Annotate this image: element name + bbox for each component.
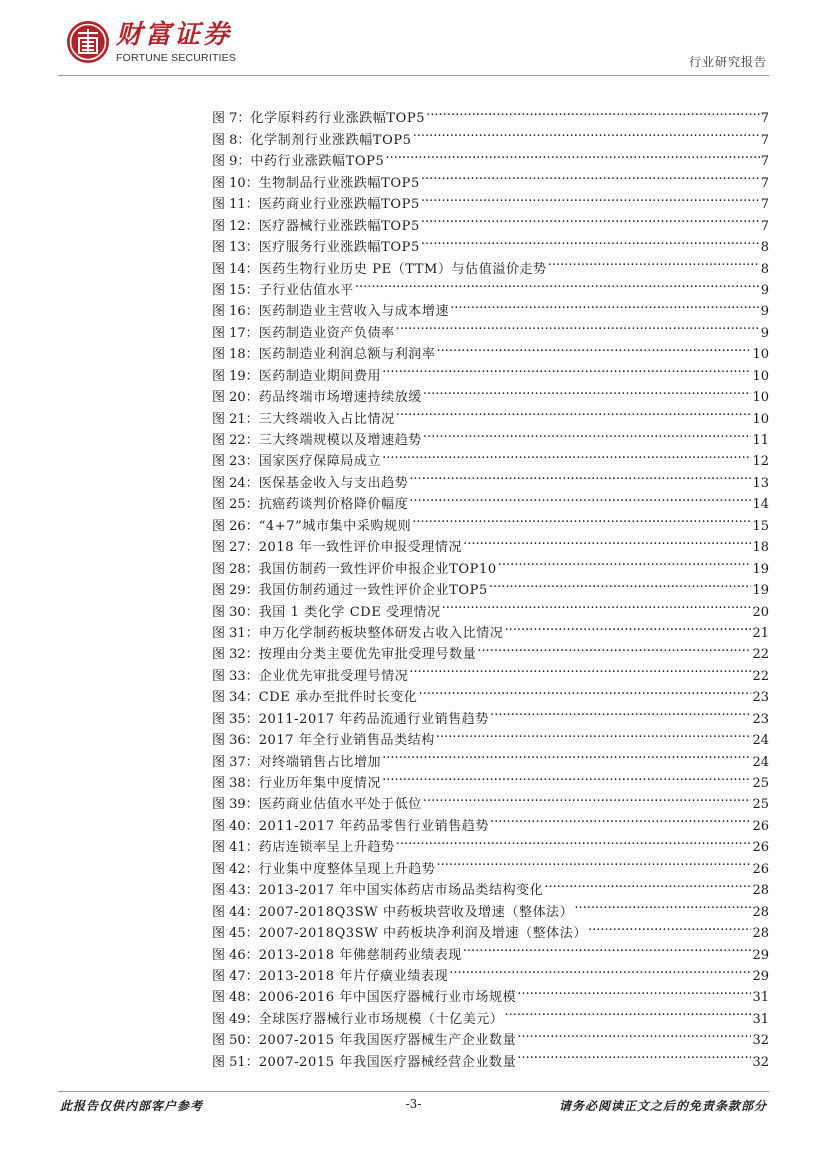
toc-figure-number: 图 47： xyxy=(212,968,259,984)
toc-figure-number: 图 9： xyxy=(212,154,251,170)
toc-figure-title: 2011-2017 年药品零售行业销售趋势 xyxy=(258,818,489,834)
toc-page-number: 8 xyxy=(760,240,769,256)
toc-figure-number: 图 19： xyxy=(212,368,259,384)
toc-dot-leader xyxy=(450,294,760,315)
toc-figure-title: 我国 1 类化学 CDE 受理情况 xyxy=(258,604,441,620)
toc-figure-title: 2007-2015 年我国医疗器械生产企业数量 xyxy=(258,1033,517,1049)
toc-dot-leader xyxy=(498,551,752,572)
toc-page-number: 15 xyxy=(752,518,769,534)
toc-figure-number: 图 16： xyxy=(212,304,259,320)
toc-figure-number: 图 48： xyxy=(212,990,259,1006)
toc-dot-leader xyxy=(412,508,751,529)
footer-disclaimer-left: 此报告仅供内部客户参考 xyxy=(60,1099,204,1113)
toc-figure-title: 行业集中度整体呈现上升趋势 xyxy=(258,861,436,877)
toc-dot-leader xyxy=(437,851,752,872)
toc-page-number: 10 xyxy=(752,390,769,406)
toc-dot-leader xyxy=(442,594,752,615)
toc-page-number: 26 xyxy=(752,818,769,834)
toc-page-number: 12 xyxy=(752,454,769,470)
toc-page-number: 7 xyxy=(760,197,769,213)
footer-divider xyxy=(58,1091,769,1092)
toc-figure-number: 图 40： xyxy=(212,818,259,834)
toc-figure-number: 图 32： xyxy=(212,647,259,663)
toc-figure-number: 图 50： xyxy=(212,1033,259,1049)
toc-page-number: 24 xyxy=(752,733,769,749)
toc-figure-number: 图 43： xyxy=(212,883,259,899)
toc-dot-leader xyxy=(409,487,751,508)
toc-dot-leader xyxy=(436,723,752,744)
toc-dot-leader xyxy=(423,787,752,808)
toc-figure-title: 申万化学制药板块整体研发占收入比情况 xyxy=(258,625,504,641)
toc-dot-leader xyxy=(548,251,760,272)
toc-figure-title: 中药行业涨跌幅TOP5 xyxy=(250,154,385,170)
toc-dot-leader xyxy=(517,1023,751,1044)
toc-figure-number: 图 22： xyxy=(212,433,259,448)
toc-figure-number: 图 34： xyxy=(212,690,259,706)
toc-dot-leader xyxy=(382,744,751,765)
toc-figure-number: 图 41： xyxy=(212,840,259,856)
toc-figure-title: 抗癌药谈判价格降价幅度 xyxy=(258,497,409,513)
toc-page-number: 29 xyxy=(752,968,769,984)
report-type-label: 行业研究报告 xyxy=(688,55,767,69)
toc-page-number: 26 xyxy=(752,861,769,877)
toc-page-number: 9 xyxy=(760,282,769,298)
toc-page-number: 25 xyxy=(752,797,769,813)
footer-disclaimer-right: 请务必阅读正文之后的免责条款部分 xyxy=(558,1099,767,1113)
toc-figure-title: 2011-2017 年药品流通行业销售趋势 xyxy=(258,711,489,727)
toc-page-number: 14 xyxy=(752,497,769,513)
toc-dot-leader xyxy=(544,873,751,894)
toc-page-number: 8 xyxy=(760,261,769,277)
toc-entry[interactable] xyxy=(212,101,769,127)
toc-figure-title: CDE 承办至批件时长变化 xyxy=(258,690,418,706)
toc-page-number: 32 xyxy=(752,1054,769,1070)
toc-figure-title: 药店连锁率呈上升趋势 xyxy=(258,840,395,856)
toc-page-number: 23 xyxy=(752,690,769,706)
toc-dot-leader xyxy=(423,380,752,401)
toc-page-number: 31 xyxy=(752,990,769,1006)
toc-figure-title: 2007-2018Q3SW 中药板块营收及增速（整体法） xyxy=(258,904,574,920)
toc-figure-number: 图 33： xyxy=(212,668,259,684)
toc-page-number: 19 xyxy=(752,561,769,577)
figure-index-list xyxy=(212,101,769,1070)
toc-page-number: 7 xyxy=(760,154,769,170)
toc-dot-leader xyxy=(463,530,751,551)
toc-dot-leader xyxy=(517,980,751,1001)
page-number: -3- xyxy=(405,1097,422,1111)
toc-figure-number: 图 45： xyxy=(212,926,259,942)
toc-dot-leader xyxy=(505,1001,752,1022)
toc-figure-number: 图 28： xyxy=(212,561,259,577)
toc-figure-number: 图 10： xyxy=(212,175,259,191)
seal-logo-icon xyxy=(66,20,110,64)
toc-figure-title: 2007-2018Q3SW 中药板块净利润及增速（整体法） xyxy=(258,926,587,942)
toc-figure-number: 图 38： xyxy=(212,776,259,791)
toc-dot-leader xyxy=(382,444,751,465)
toc-figure-title: 2018 年一致性评价申报受理情况 xyxy=(258,540,463,556)
toc-page-number: 10 xyxy=(752,368,769,384)
toc-page-number: 19 xyxy=(752,583,769,599)
toc-page-number: 18 xyxy=(752,540,769,556)
toc-dot-leader xyxy=(409,658,751,679)
logo-english-name: FORTUNE SECURITIES xyxy=(116,52,237,64)
toc-page-number: 25 xyxy=(752,776,769,791)
toc-figure-title: 三大终端收入占比情况 xyxy=(258,411,395,427)
toc-figure-number: 图 36： xyxy=(212,733,259,749)
toc-page-number: 28 xyxy=(752,904,769,920)
toc-figure-number: 图 49： xyxy=(212,1011,259,1027)
toc-figure-title: 医疗服务行业涨跌幅TOP5 xyxy=(258,240,420,256)
toc-figure-number: 图 42： xyxy=(212,861,259,877)
toc-figure-number: 图 30： xyxy=(212,604,259,620)
toc-dot-leader xyxy=(396,401,752,422)
toc-figure-number: 图 26： xyxy=(212,518,259,534)
toc-figure-number: 图 18： xyxy=(212,347,259,363)
toc-page-number: 22 xyxy=(752,668,769,684)
toc-page-number: 9 xyxy=(760,325,769,341)
toc-figure-number: 图 12： xyxy=(212,218,259,234)
toc-page-number: 9 xyxy=(760,304,769,320)
toc-dot-leader xyxy=(396,830,752,851)
toc-figure-number: 图 35： xyxy=(212,711,259,727)
toc-figure-title: 国家医疗保障局成立 xyxy=(258,454,382,470)
toc-figure-number: 图 21： xyxy=(212,411,259,427)
toc-page-number: 11 xyxy=(752,433,769,448)
toc-dot-leader xyxy=(437,337,752,358)
toc-figure-number: 图 27： xyxy=(212,540,259,556)
toc-dot-leader xyxy=(421,187,760,208)
toc-page-number: 21 xyxy=(752,625,769,641)
toc-figure-number: 图 15： xyxy=(212,282,259,298)
toc-dot-leader xyxy=(588,916,751,937)
toc-figure-title: 医疗器械行业涨跌幅TOP5 xyxy=(258,218,420,234)
toc-page-number: 29 xyxy=(752,947,769,963)
toc-figure-title: 2006-2016 年中国医疗器械行业市场规模 xyxy=(258,990,517,1006)
toc-dot-leader xyxy=(385,144,759,165)
toc-figure-number: 图 44： xyxy=(212,904,259,920)
toc-page-number: 28 xyxy=(752,926,769,942)
toc-page-number: 20 xyxy=(752,604,769,620)
toc-figure-title: 子行业估值水平 xyxy=(258,282,354,298)
toc-dot-leader xyxy=(517,1044,751,1065)
toc-page-number: 26 xyxy=(752,840,769,856)
toc-figure-title: 医药制造业期间费用 xyxy=(258,368,382,384)
header-divider xyxy=(58,75,769,76)
toc-page-number: 10 xyxy=(752,347,769,363)
toc-figure-title: 行业历年集中度情况 xyxy=(258,776,382,791)
toc-dot-leader xyxy=(477,637,751,658)
toc-figure-title: 2013-2018 年片仔癀业绩表现 xyxy=(258,968,449,984)
toc-figure-title: 医药制造业主营收入与成本增速 xyxy=(258,304,450,320)
toc-figure-number: 图 31： xyxy=(212,625,259,641)
toc-figure-number: 图 24： xyxy=(212,475,259,491)
toc-dot-leader xyxy=(505,616,752,637)
toc-dot-leader xyxy=(490,808,751,829)
toc-dot-leader xyxy=(396,315,760,336)
toc-figure-title: 化学制剂行业涨跌幅TOP5 xyxy=(250,132,412,148)
toc-figure-title: 医药制造业资产负债率 xyxy=(258,325,395,341)
toc-figure-title: 三大终端规模以及增速趋势 xyxy=(258,433,422,448)
toc-figure-number: 图 39： xyxy=(212,797,259,813)
toc-page-number: 10 xyxy=(752,411,769,427)
toc-figure-title: 我国仿制药一致性评价申报企业TOP10 xyxy=(258,561,497,577)
toc-dot-leader xyxy=(421,165,760,186)
toc-figure-title: 全球医疗器械行业市场规模（十亿美元） xyxy=(258,1011,504,1027)
toc-figure-number: 图 37： xyxy=(212,754,259,770)
toc-page-number: 32 xyxy=(752,1033,769,1049)
toc-figure-title: 2013-2018 年佛慈制药业绩表现 xyxy=(258,947,462,963)
toc-figure-title: 医药制造业利润总额与利润率 xyxy=(258,347,436,363)
toc-figure-title: 2013-2017 年中国实体药店市场品类结构变化 xyxy=(258,883,544,899)
toc-page-number: 7 xyxy=(760,111,769,127)
toc-page-number: 22 xyxy=(752,647,769,663)
toc-figure-title: 医药商业行业涨跌幅TOP5 xyxy=(258,197,420,213)
toc-dot-leader xyxy=(489,573,752,594)
toc-dot-leader xyxy=(463,937,752,958)
toc-figure-number: 图 11： xyxy=(212,197,259,213)
toc-dot-leader xyxy=(449,959,751,980)
toc-page-number: 24 xyxy=(752,754,769,770)
toc-figure-number: 图 8： xyxy=(212,132,251,148)
toc-page-number: 7 xyxy=(760,132,769,148)
toc-figure-title: 医药商业估值水平处于低位 xyxy=(258,797,422,813)
toc-dot-leader xyxy=(418,680,751,701)
toc-figure-title: 企业优先审批受理号情况 xyxy=(258,668,409,684)
toc-figure-number: 图 14： xyxy=(212,261,259,277)
company-logo xyxy=(66,20,236,64)
toc-figure-title: 2017 年全行业销售品类结构 xyxy=(258,733,435,749)
toc-dot-leader xyxy=(490,701,751,722)
toc-dot-leader xyxy=(409,465,751,486)
toc-page-number: 7 xyxy=(760,175,769,191)
toc-figure-number: 图 25： xyxy=(212,497,259,513)
logo-chinese-name: 财富证券 xyxy=(116,20,233,50)
toc-figure-number: 图 7： xyxy=(212,111,251,127)
toc-figure-number: 图 17： xyxy=(212,325,259,341)
toc-figure-title: 医保基金收入与支出趋势 xyxy=(258,475,409,491)
toc-figure-number: 图 23： xyxy=(212,454,259,470)
toc-figure-title: 药品终端市场增速持续放缓 xyxy=(258,390,422,406)
toc-figure-number: 图 46： xyxy=(212,947,259,963)
toc-dot-leader xyxy=(413,122,760,143)
toc-figure-title: 按理由分类主要优先审批受理号数量 xyxy=(258,647,477,663)
toc-dot-leader xyxy=(421,208,760,229)
toc-dot-leader xyxy=(382,766,751,787)
toc-page-number: 13 xyxy=(752,475,769,491)
toc-dot-leader xyxy=(574,894,751,915)
toc-figure-title: 我国仿制药通过一致性评价企业TOP5 xyxy=(258,583,488,599)
page-header xyxy=(0,0,827,78)
toc-page-number: 7 xyxy=(760,218,769,234)
toc-figure-number: 图 13： xyxy=(212,240,259,256)
toc-dot-leader xyxy=(426,101,760,122)
toc-dot-leader xyxy=(421,230,760,251)
toc-figure-title: 2007-2015 年我国医疗器械经营企业数量 xyxy=(258,1054,517,1070)
toc-page-number: 31 xyxy=(752,1011,769,1027)
toc-figure-title: 化学原料药行业涨跌幅TOP5 xyxy=(250,111,426,127)
toc-figure-number: 图 20： xyxy=(212,390,259,406)
toc-dot-leader xyxy=(355,273,760,294)
toc-figure-title: 医药生物行业历史 PE（TTM）与估值溢价走势 xyxy=(258,261,547,277)
toc-page-number: 23 xyxy=(752,711,769,727)
toc-figure-title: 对终端销售占比增加 xyxy=(258,754,382,770)
toc-figure-number: 图 29： xyxy=(212,583,259,599)
toc-figure-title: “4+7”城市集中采购规则 xyxy=(258,518,412,534)
toc-page-number: 28 xyxy=(752,883,769,899)
toc-dot-leader xyxy=(423,423,752,444)
toc-figure-number: 图 51： xyxy=(212,1054,259,1070)
toc-figure-title: 生物制品行业涨跌幅TOP5 xyxy=(258,175,420,191)
toc-dot-leader xyxy=(382,358,751,379)
